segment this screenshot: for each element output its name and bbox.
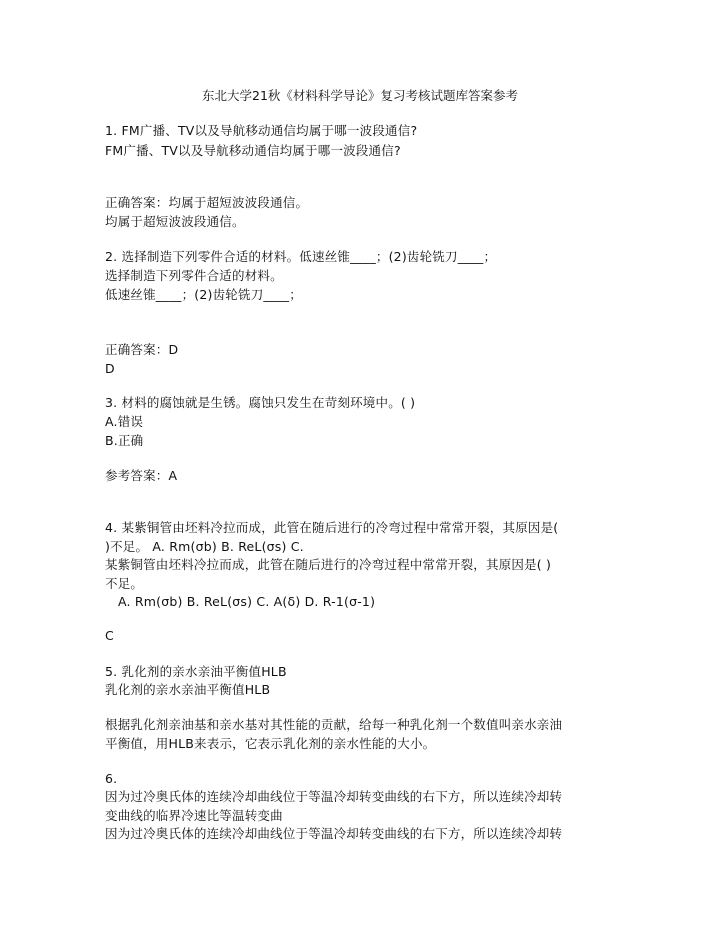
answer-3: 参考答案：A xyxy=(105,468,178,483)
question-2-text: 选择制造下列零件合适的材料。 xyxy=(105,268,283,283)
question-3: 3. 材料的腐蚀就是生锈。腐蚀只发生在苛刻环境中。( ) xyxy=(105,395,416,410)
answer-1-label: 正确答案：均属于超短波波段通信。 xyxy=(105,195,309,210)
question-4: 4. 某紫铜管由坯料冷拉而成，此管在随后进行的冷弯过程中常常开裂，其原因是( xyxy=(105,520,559,535)
question-5: 5. 乳化剂的亲水亲油平衡值HLB xyxy=(105,664,287,679)
question-1: 1. FM广播、TV以及导航移动通信均属于哪一波段通信? xyxy=(105,123,418,138)
question-2-text-2: 低速丝锥____；(2)齿轮铣刀____； xyxy=(105,287,302,302)
answer-1-text: 均属于超短波波段通信。 xyxy=(105,214,245,229)
answer-2-text: D xyxy=(105,361,115,376)
answer-2-label: 正确答案：D xyxy=(105,342,179,357)
question-4-options: A. Rm(σb) B. ReL(σs) C. A(δ) D. R-1(σ-1) xyxy=(118,594,376,609)
question-4-text-2: 不足。 xyxy=(105,576,144,591)
question-6-line-2: 变曲线的临界冷速比等温转变曲 xyxy=(105,808,283,823)
answer-5-line-2: 平衡值，用HLB来表示，它表示乳化剂的亲水性能的大小。 xyxy=(105,736,436,751)
answer-4: C xyxy=(105,628,114,643)
answer-5-line-1: 根据乳化剂亲油基和亲水基对其性能的贡献，给每一种乳化剂一个数值叫亲水亲油 xyxy=(105,717,563,732)
question-5-text: 乳化剂的亲水亲油平衡值HLB xyxy=(105,682,271,697)
question-6-line-1: 因为过冷奥氏体的连续冷却曲线位于等温冷却转变曲线的右下方，所以连续冷却转 xyxy=(105,789,563,804)
option-a: A.错误 xyxy=(105,414,144,429)
question-6-line-3: 因为过冷奥氏体的连续冷却曲线位于等温冷却转变曲线的右下方，所以连续冷却转 xyxy=(105,826,563,841)
question-6: 6. xyxy=(105,771,118,786)
question-2: 2. 选择制造下列零件合适的材料。低速丝锥____；(2)齿轮铣刀____； xyxy=(105,249,497,264)
question-4-text: 某紫铜管由坯料冷拉而成，此管在随后进行的冷弯过程中常常开裂，其原因是( ) xyxy=(105,557,552,572)
document-title: 东北大学21秋《材料科学导论》复习考核试题库答案参考 xyxy=(202,88,518,103)
question-4-cont: )不足。 A. Rm(σb) B. ReL(σs) C. xyxy=(105,539,304,554)
option-b: B.正确 xyxy=(105,433,144,448)
question-1-text: FM广播、TV以及导航移动通信均属于哪一波段通信? xyxy=(105,143,401,158)
